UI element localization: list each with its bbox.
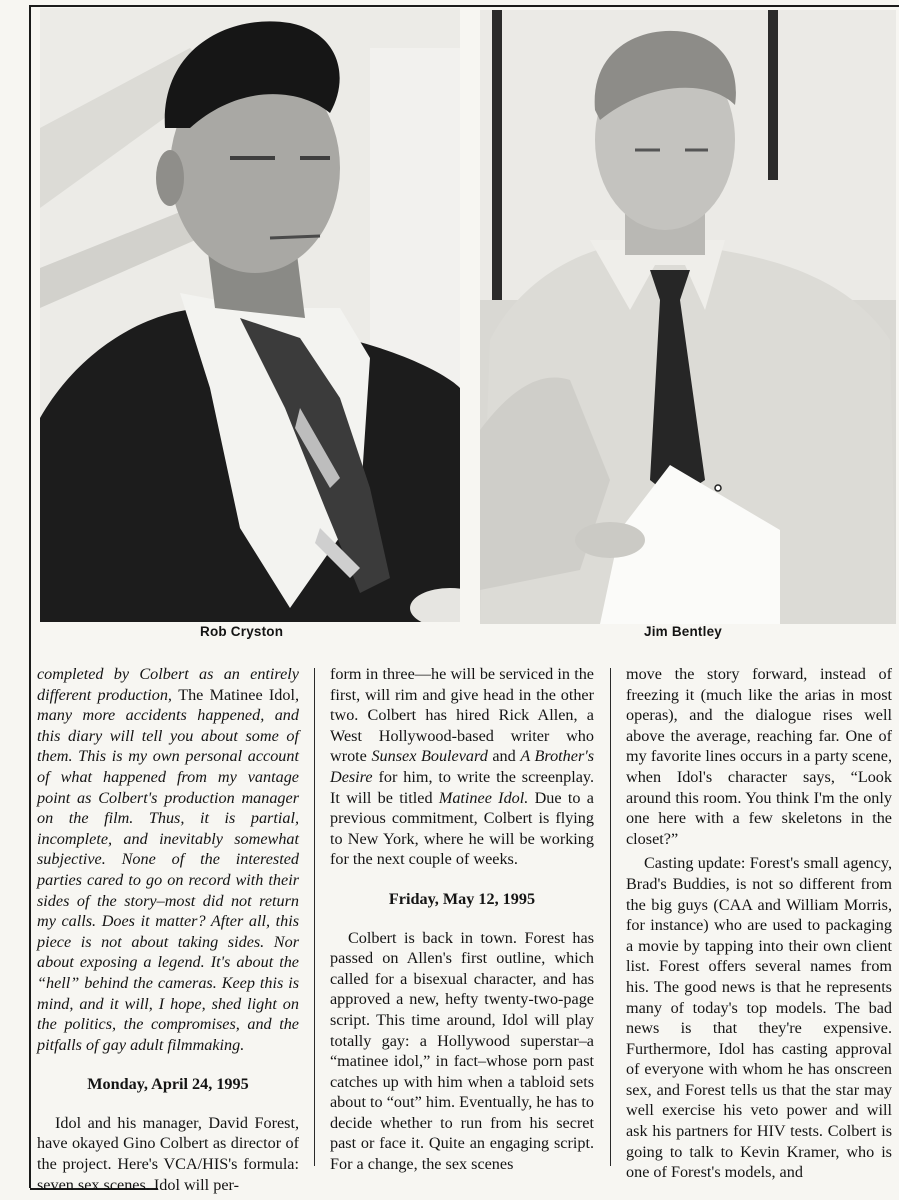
column-divider xyxy=(314,668,315,1166)
column-divider xyxy=(610,668,611,1166)
body-text: Due to a previous commitment, Colbert is flying to New York, where he will be working for the next couple of weeks. xyxy=(330,788,594,869)
photo-caption-right: Jim Bentley xyxy=(644,624,722,639)
page-border-top xyxy=(30,5,899,7)
intro-text: , many more accidents happened, and this diary will tell you about some of them. This is my own personal account of what happened from my vantage point as Colbert's production manager on the film. Thus, it is partial, incomplete, and inevitably somewhat subjective. None of the interested parties cared to go on record with their sides of the story–most did not return my calls. Does it matter? After all, this piece is not about taking sides. Nor about exposing a legend. It's about the “hell” behind the cameras. Keep this is mind, and it will, I hope, shed light on the politics, the compromises, and the pitfalls of gay adult filmmaking. xyxy=(37,685,299,1054)
film-title: Matinee Idol. xyxy=(438,788,529,807)
body-text: and xyxy=(487,747,521,766)
body-paragraph: Colbert is back in town. Forest has passed on Allen's first outline, which called for a bisexual character, and has approved a new, hefty twenty-two-page script. This time around, Idol will play totally gay: a Hollywood superstar–a “matinee idol,” in fact–whose porn past catches up with him when a tabloid sets about to “out” him. Eventually, he has to decide whether to run from his secret past or face it. Quite an engaging script. For a change, the sex scenes xyxy=(330,928,594,1174)
body-text: form in three—he will be serviced in the first, will rim and give head in the other two. Colbert has hired Rick Allen, a West Hollywood-based writer who wrote xyxy=(330,665,594,766)
intro-text: completed by Colbert as an entirely different production, xyxy=(37,665,299,704)
diary-date-heading: Monday, April 24, 1995 xyxy=(87,1075,249,1094)
body-paragraph xyxy=(330,664,594,870)
photo-caption-left: Rob Cryston xyxy=(200,624,284,639)
body-paragraph: move the story forward, instead of freezing it (much like the arias in most operas), and the dialogue rises well above the average, reaching far. One of my favorite lines occurs in a party scene, when Idol's character says, “Look around this room. You think I'm the only one here with a few skeletons in the closet?” xyxy=(626,665,892,848)
body-text: for him, to write the screenplay. It will be titled xyxy=(330,767,594,807)
film-title: A Brother's Desire xyxy=(330,747,595,786)
film-title: Sunsex Boulevard xyxy=(371,747,488,766)
intro-paragraph xyxy=(37,664,299,1055)
page-border-left xyxy=(29,5,31,1188)
film-title: The Matinee Idol xyxy=(178,685,295,704)
photo-rob-cryston xyxy=(40,8,460,622)
photo-jim-bentley xyxy=(480,10,896,624)
diary-date-heading: Friday, May 12, 1995 xyxy=(388,889,536,908)
article-column-1 xyxy=(37,664,299,1195)
body-paragraph: Idol and his manager, David Forest, have okayed Gino Colbert as director of the project. Here's VCA/HIS's formula: seven sex scenes. Idol will per- xyxy=(37,1113,299,1194)
article-column-2 xyxy=(330,664,594,1175)
article-column-3 xyxy=(626,664,892,1183)
body-paragraph: Casting update: Forest's small agency, Brad's Buddies, is not so different from the big guys (CAA and William Morris, for instance) who are used to packaging a movie by tapping into their own client list. Forest offers several names from his. The good news is that he represents many of today's top models. The bad news is that they're expensive. Furthermore, Idol has casting approval of everyone with whom he has onscreen sex, and Forest tells us that the star may well exercise his veto power and will ask his partners for HIV tests. Colbert is going to talk to Kevin Kramer, who is one of Forest's models, and xyxy=(626,854,892,1182)
